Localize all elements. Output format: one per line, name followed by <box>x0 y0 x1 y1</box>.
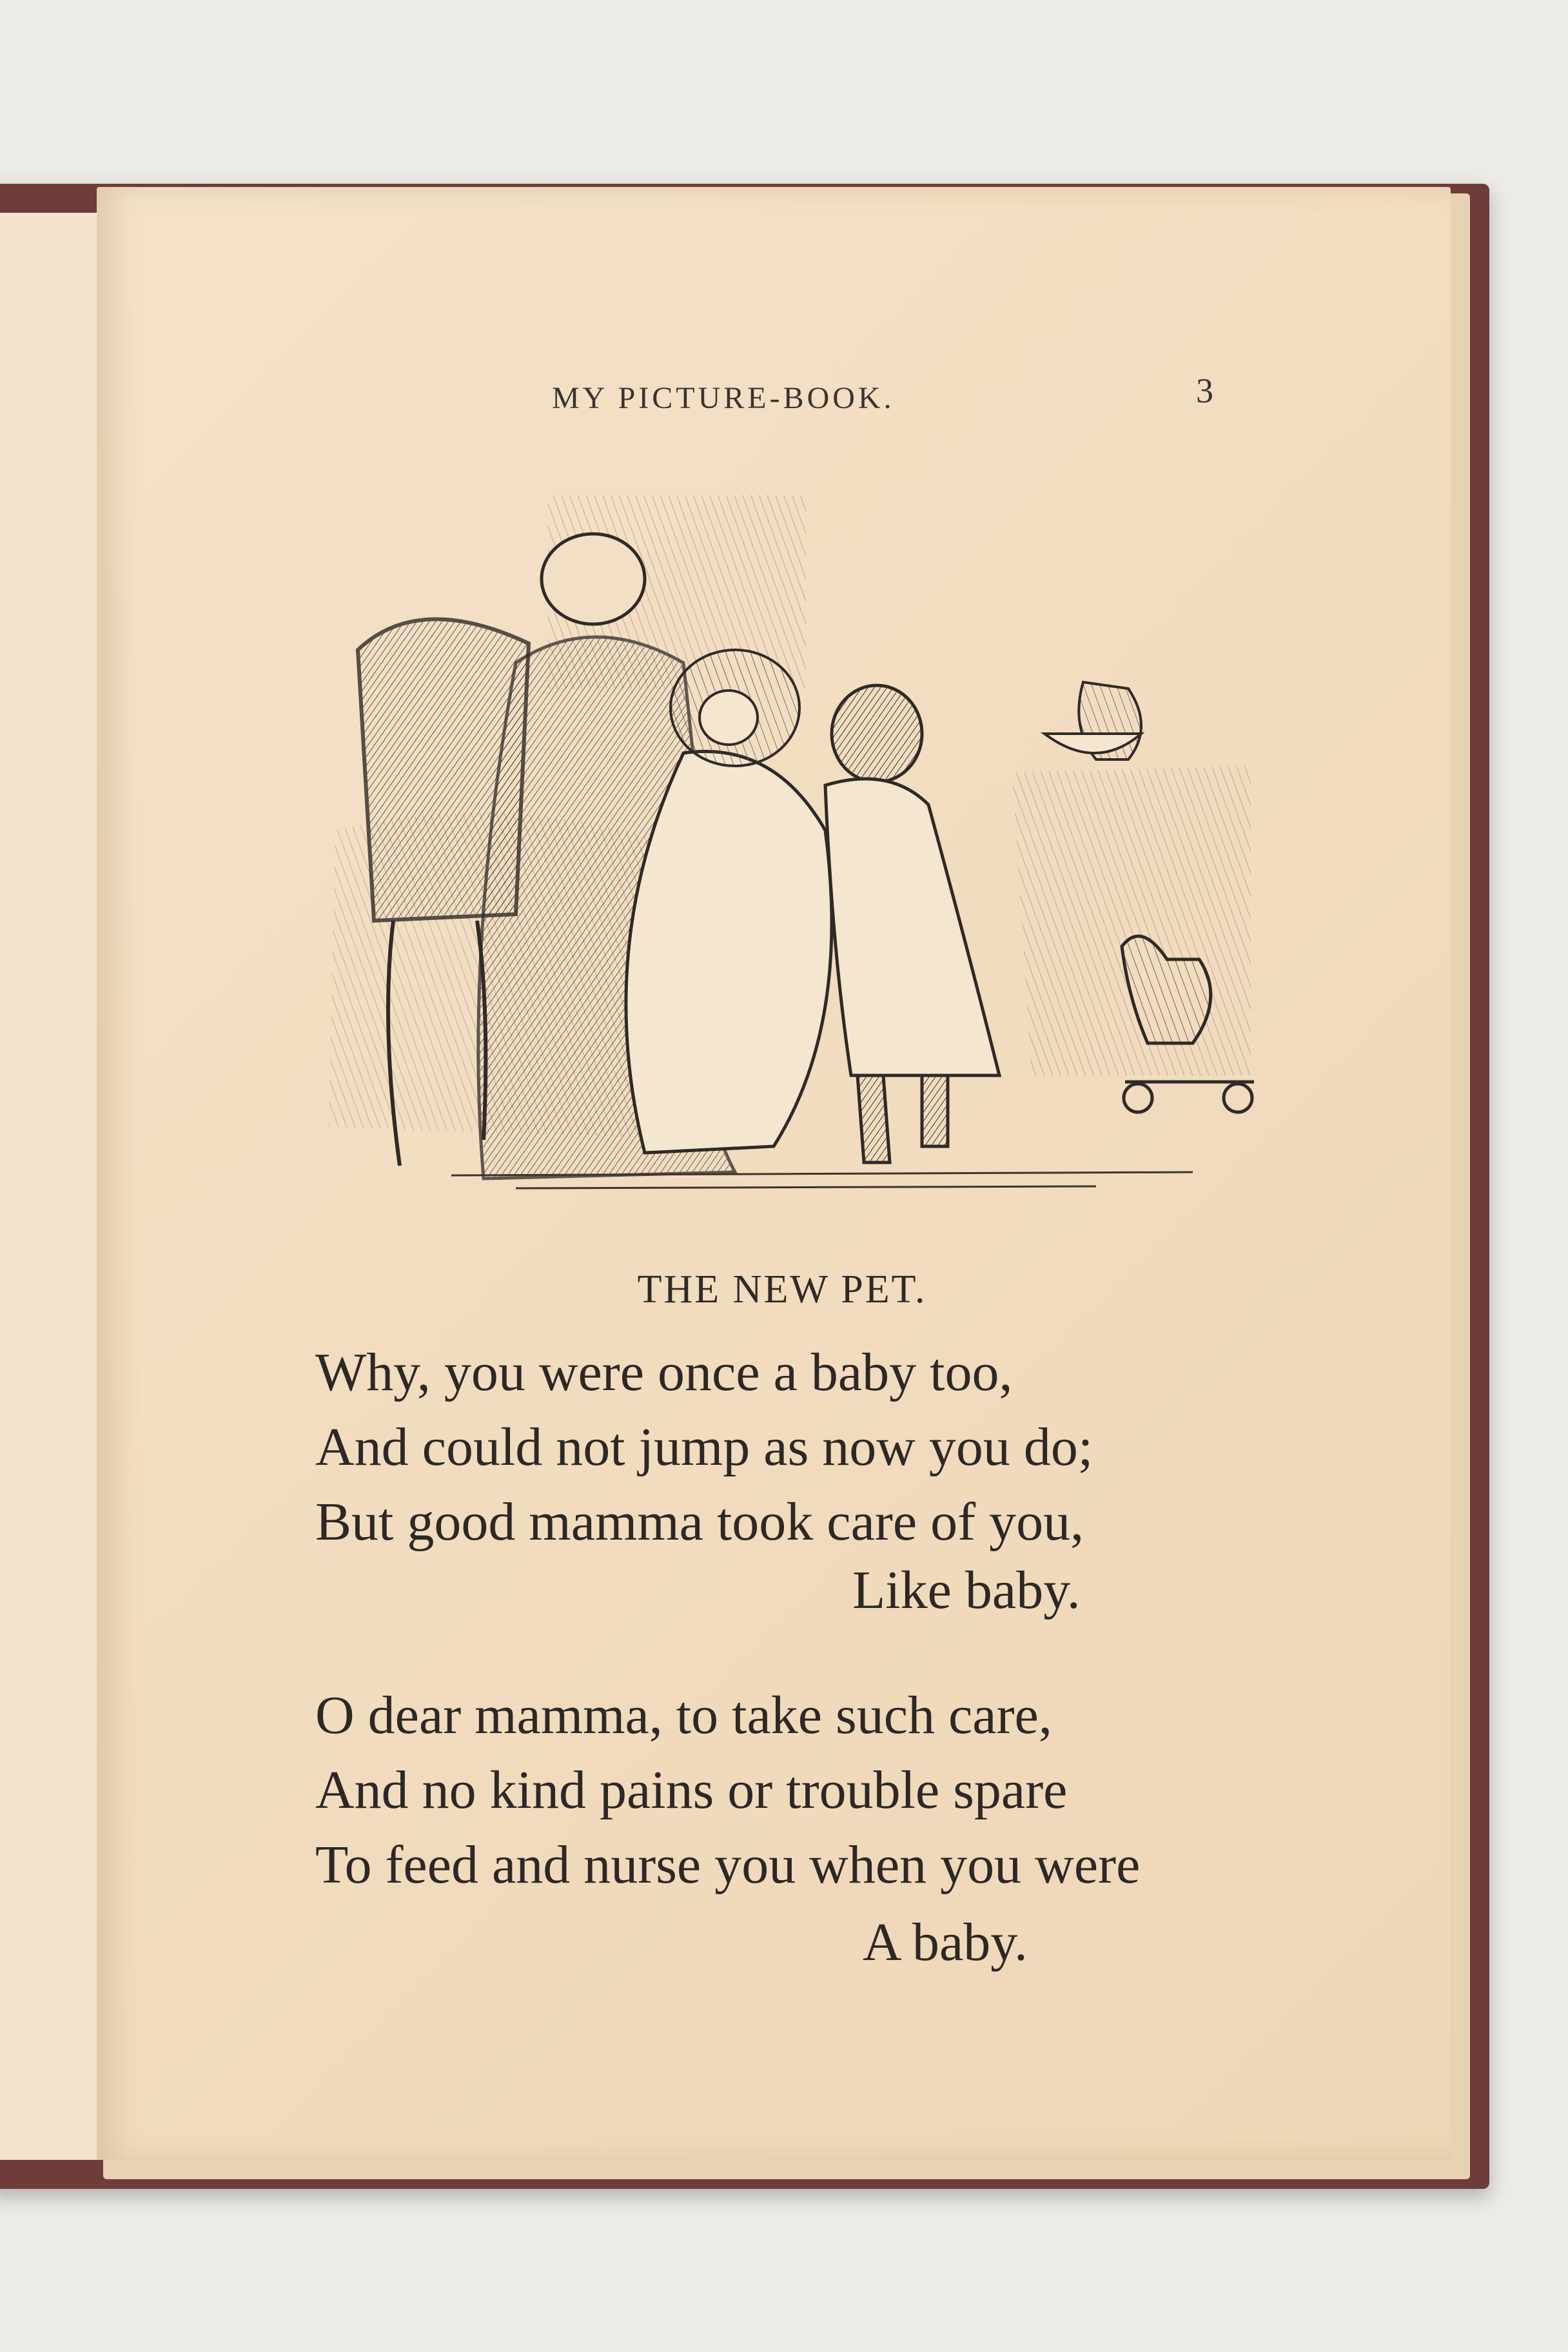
left-page <box>0 213 108 2160</box>
boy-figure <box>825 685 999 1162</box>
poem-title-text: THE NEW PET. <box>637 1268 927 1311</box>
poem-refrain: A baby. <box>863 1912 1028 1972</box>
poem-line: O dear mamma, to take such care, <box>315 1685 1052 1745</box>
poem-refrain: Like baby. <box>852 1560 1081 1620</box>
pitcher-and-basin <box>1044 682 1141 760</box>
page-number: 3 <box>1196 371 1213 410</box>
ground-lines <box>451 1172 1193 1188</box>
running-header: MY PICTURE-BOOK. <box>552 381 895 415</box>
illustration-engraving <box>322 495 1254 1204</box>
poem-line: And no kind pains or trouble spare <box>315 1760 1068 1820</box>
poem-line: And could not jump as now you do; <box>315 1417 1093 1477</box>
poem-line: To feed and nurse you when you were <box>315 1835 1141 1895</box>
poem-title <box>0 1267 1568 1313</box>
poem-line: Why, you were once a baby too, <box>315 1342 1013 1402</box>
baby-figure <box>671 650 799 766</box>
poem-line: But good mamma took care of you, <box>315 1492 1084 1552</box>
